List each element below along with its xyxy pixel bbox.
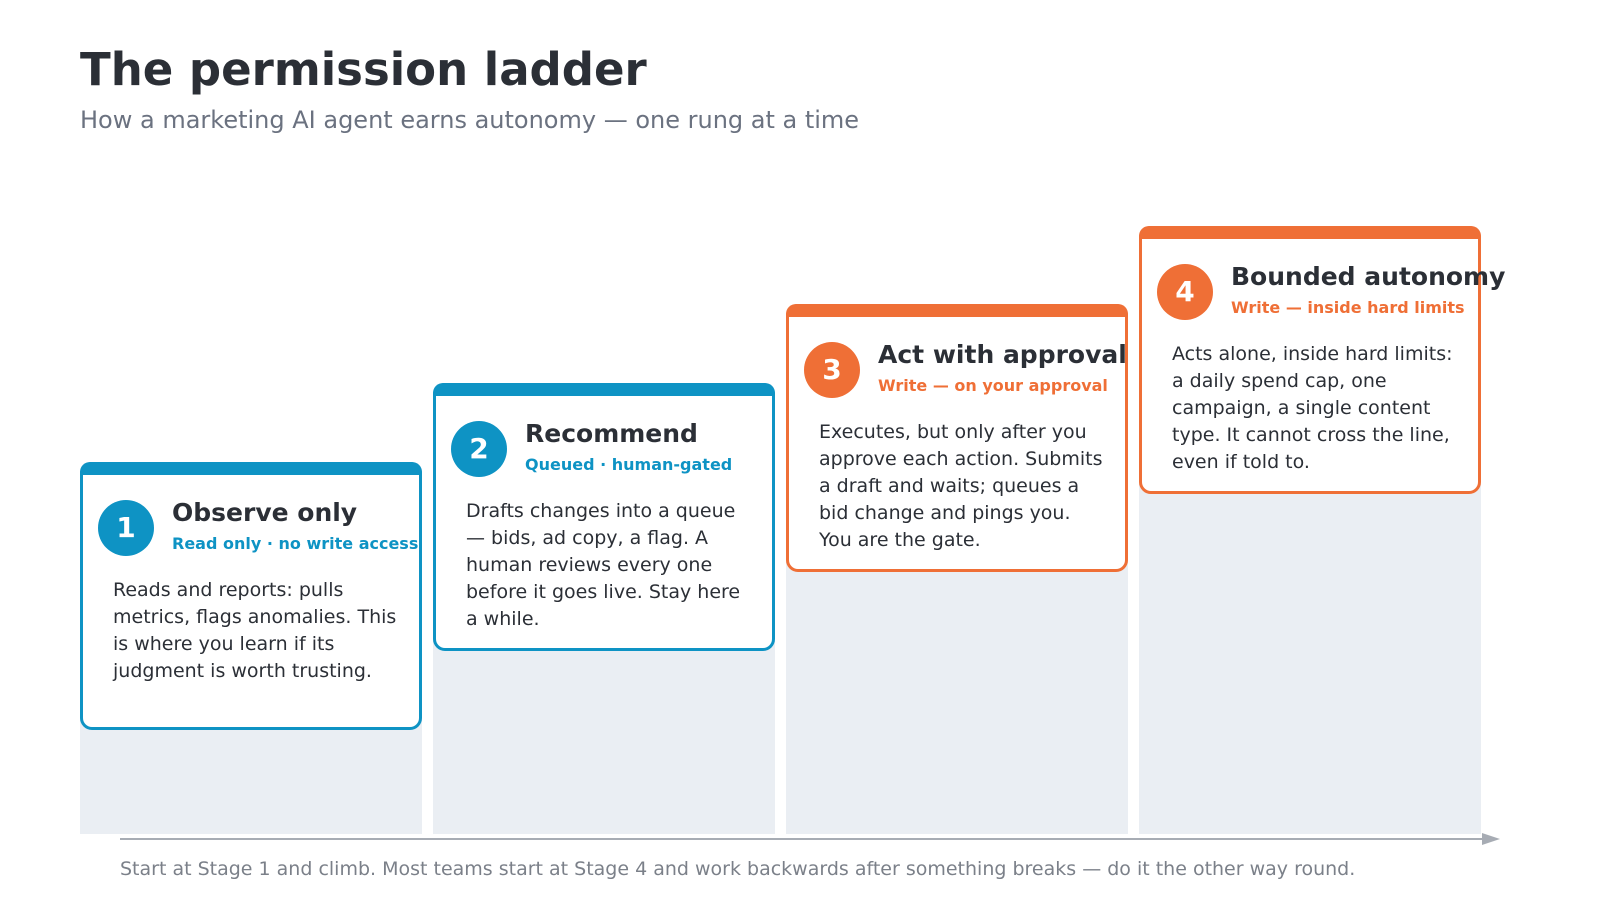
stage-description: Executes, but only after you approve each action. Submits a draft and waits; queues a bid change and pings you. You are the gate.	[819, 421, 1103, 551]
stage-card-1	[80, 462, 422, 730]
stage-access-tag: Write — on your approval	[878, 376, 1108, 395]
card-accent-bar	[1139, 226, 1481, 239]
card-accent-bar	[786, 304, 1128, 317]
stage-title: Bounded autonomy	[1231, 262, 1506, 291]
page-title: The permission ladder	[80, 43, 647, 96]
card-accent-bar	[433, 383, 775, 396]
stage-description: Acts alone, inside hard limits: a daily spend cap, one campaign, a single content type. It cannot cross the line, even if told to.	[1172, 343, 1453, 473]
stage-title: Recommend	[525, 419, 698, 448]
progress-arrow-icon	[120, 832, 1500, 846]
stage-title: Act with approval	[878, 340, 1127, 369]
stage-access-tag: Read only · no write access	[172, 534, 419, 553]
stage-title: Observe only	[172, 498, 358, 527]
step-column-4	[1139, 460, 1481, 834]
stage-number-badge: 3	[804, 342, 860, 398]
stage-description: Reads and reports: pulls metrics, flags anomalies. This is where you learn if its judgment is worth trusting.	[113, 579, 397, 682]
card-accent-bar	[80, 462, 422, 475]
stage-number-badge: 1	[98, 500, 154, 556]
stage-description: Drafts changes into a queue — bids, ad copy, a flag. A human reviews every one before it goes live. Stay here a while.	[466, 500, 741, 630]
stage-card-4	[1139, 226, 1506, 494]
stage-card-3	[786, 304, 1128, 572]
stage-access-tag: Queued · human-gated	[525, 455, 733, 474]
step-column-2	[433, 620, 775, 834]
step-column-3	[786, 540, 1128, 834]
stage-access-tag: Write — inside hard limits	[1231, 298, 1465, 317]
page-subtitle: How a marketing AI agent earns autonomy — one rung at a time	[80, 106, 860, 134]
footer-note: Start at Stage 1 and climb. Most teams start at Stage 4 and work backwards after something breaks — do it the other way round.	[120, 858, 1356, 880]
stage-card-2	[433, 383, 775, 651]
stage-number-badge: 2	[451, 421, 507, 477]
stage-number-badge: 4	[1157, 264, 1213, 320]
